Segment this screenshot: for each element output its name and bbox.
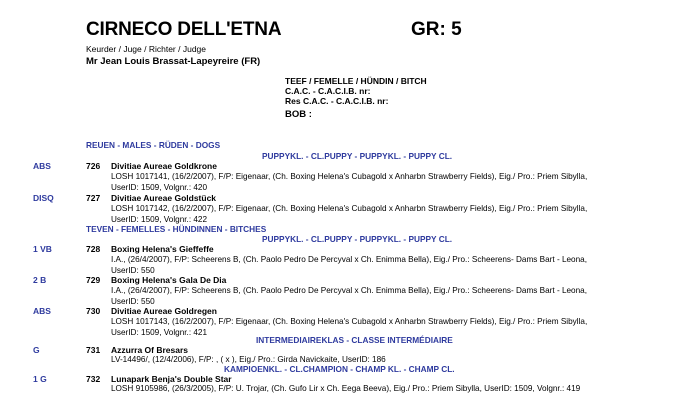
group-label: GR: 5 [411,19,462,40]
entry-details-line2: UserID: 1509, Volgnr.: 421 [111,327,208,337]
entry-details-line2: UserID: 550 [111,296,155,306]
entry-dog-name: Boxing Helena's Gala De Dia [111,275,227,285]
entry-details [111,204,587,225]
bitch-awards-block [285,76,427,106]
bob-label: BOB : [285,109,312,120]
entry-dog-name: Divitiae Aureae Goldkrone [111,161,217,171]
entry-details-line1: LOSH 1017141, (16/2/2007), F/P: Eigenaar, (Ch. Boxing Helena's Cubagold x Anharbn Strawberry Fields), Eig./ Pro.: Priem Sibylla, [111,172,588,181]
bitch-header: TEEF / FEMELLE / HÜNDIN / BITCH [285,76,427,86]
entry-result: ABS [33,306,51,316]
entry-number: 730 [86,306,101,316]
entry-number: 731 [86,345,101,355]
entry-number: 726 [86,161,101,171]
entry-dog-name: Divitiae Aureae Goldstück [111,193,217,203]
entry-details [111,384,580,395]
entry-result: 1 VB [33,244,52,254]
entry-details-line2: UserID: 550 [111,265,155,275]
entry-details-line1: I.A., (26/4/2007), F/P: Scheerens B, (Ch. Paolo Pedro De Percyval x Ch. Enimma Bella), Eig./ Pro.: Scheerens- Dams Bart - Leona, [111,255,587,264]
entry-number: 732 [86,374,101,384]
entry-result: G [33,345,40,355]
breed-title: CIRNECO DELL'ETNA [86,19,282,40]
entry-result: 1 G [33,374,47,384]
class-puppy-females: PUPPYKL. - CL.PUPPY - PUPPYKL. - PUPPY CL. [262,234,453,244]
entry-details [111,286,587,307]
entry-details [111,172,587,193]
judge-roles: Keurder / Juge / Richter / Judge [86,44,207,54]
entry-number: 727 [86,193,101,203]
class-champion: KAMPIOENKL. - CL.CHAMPION - CHAMP KL. - CHAMP CL. [224,364,455,374]
judge-name: Mr Jean Louis Brassat-Lapeyreire (FR) [86,56,261,67]
entry-result: 2 B [33,275,47,285]
entry-result: DISQ [33,193,54,203]
res-cac-line: Res C.A.C. - C.A.C.I.B. nr: [285,96,389,106]
entry-result: ABS [33,161,51,171]
entry-details-line1: LOSH 1017143, (16/2/2007), F/P: Eigenaar, (Ch. Boxing Helena's Cubagold x Anharbn Strawberry Fields), Eig./ Pro.: Priem Sibylla, [111,317,588,326]
entry-dog-name: Lunapark Benja's Double Star [111,374,232,384]
entry-details-line2: UserID: 1509, Volgnr.: 420 [111,182,208,192]
section-males: REUEN - MALES - RÜDEN - DOGS [86,140,221,150]
entry-number: 729 [86,275,101,285]
class-intermediate: INTERMEDIAIREKLAS - CLASSE INTERMÉDIAIRE [256,335,453,345]
entry-details-line2: UserID: 1509, Volgnr.: 422 [111,214,208,224]
entry-details-line1: I.A., (26/4/2007), F/P: Scheerens B, (Ch. Paolo Pedro De Percyval x Ch. Enimma Bella), Eig./ Pro.: Scheerens- Dams Bart - Leona, [111,286,587,295]
section-females: TEVEN - FEMELLES - HÜNDINNEN - BITCHES [86,224,267,234]
entry-details-line1: LOSH 9105986, (26/3/2005), F/P: U. Trojar, (Ch. Gufo Lir x Ch. Eega Beeva), Eig./ Pro.: Priem Sibylla, UserID: 1509, Volgnr.: 419 [111,384,581,393]
class-puppy-males: PUPPYKL. - CL.PUPPY - PUPPYKL. - PUPPY CL. [262,151,453,161]
entry-details-line1: LOSH 1017142, (16/2/2007), F/P: Eigenaar, (Ch. Boxing Helena's Cubagold x Anharbn Strawberry Fields), Eig./ Pro.: Priem Sibylla, [111,204,588,213]
entry-dog-name: Boxing Helena's Gieffeffe [111,244,214,254]
cac-line: C.A.C. - C.A.C.I.B. nr: [285,86,371,96]
entry-dog-name: Divitiae Aureae Goldregen [111,306,217,316]
entry-details [111,255,587,276]
entry-details-line1: LV-14496/, (12/4/2006), F/P: , ( x ), Eig./ Pro.: Girda Navickaite, UserID: 186 [111,355,386,364]
entry-number: 728 [86,244,101,254]
entry-dog-name: Azzurra Of Bresars [111,345,189,355]
